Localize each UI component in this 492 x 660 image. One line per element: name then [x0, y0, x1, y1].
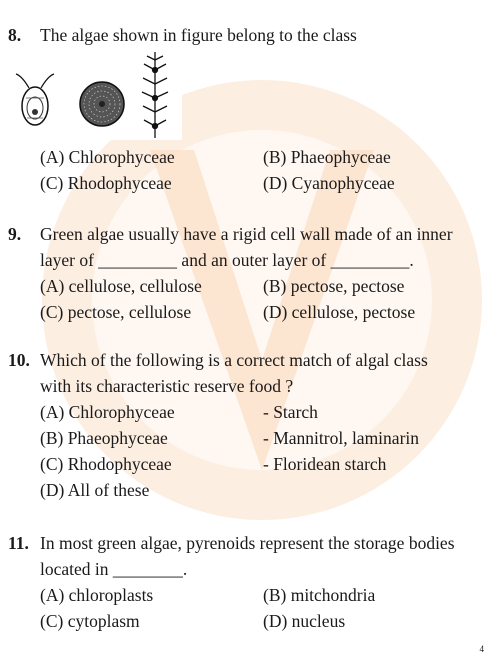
question-text: The algae shown in figure belong to the class: [40, 25, 357, 45]
page-number: 4: [479, 644, 484, 654]
option-d[interactable]: (D) cellulose, pectose: [263, 302, 416, 322]
option-d[interactable]: (D) nucleus: [263, 611, 346, 631]
option-c[interactable]: (C) cytoplasm: [40, 611, 140, 631]
question-text-line-2: layer of _________ and an outer layer of _________.: [40, 250, 414, 270]
question-text-line-1: Green algae usually have a rigid cell wall made of an inner: [40, 224, 453, 244]
question-text-line-1: Which of the following is a correct match of algal class: [40, 350, 428, 370]
option-a[interactable]: (A) cellulose, cellulose: [40, 276, 202, 296]
option-a[interactable]: (A) chloroplasts: [40, 585, 154, 605]
question-number: 8.: [8, 25, 22, 45]
volvox-illustration: [80, 82, 124, 126]
reserve-food-b: - Mannitrol, laminarin: [263, 428, 420, 448]
option-a[interactable]: (A) Chlorophyceae: [40, 147, 175, 167]
question-number: 10.: [8, 350, 30, 370]
reserve-food-c: - Floridean starch: [263, 454, 387, 474]
option-c[interactable]: (C) Rhodophyceae: [40, 454, 172, 474]
algae-figure: [12, 48, 182, 140]
option-b[interactable]: (B) Phaeophyceae: [263, 147, 391, 167]
question-text-line-2: located in ________.: [40, 559, 188, 579]
option-c[interactable]: (C) pectose, cellulose: [40, 302, 192, 322]
option-b[interactable]: (B) mitchondria: [263, 585, 376, 605]
option-a[interactable]: (A) Chlorophyceae: [40, 402, 175, 422]
option-b[interactable]: (B) pectose, pectose: [263, 276, 405, 296]
question-text-line-1: In most green algae, pyrenoids represent the storage bodies: [40, 533, 455, 553]
option-b[interactable]: (B) Phaeophyceae: [40, 428, 168, 448]
question-number: 9.: [8, 224, 22, 244]
option-c[interactable]: (C) Rhodophyceae: [40, 173, 172, 193]
option-d[interactable]: (D) All of these: [40, 480, 150, 500]
reserve-food-a: - Starch: [263, 402, 318, 422]
option-d[interactable]: (D) Cyanophyceae: [263, 173, 395, 193]
question-text-line-2: with its characteristic reserve food ?: [40, 376, 294, 396]
question-number: 11.: [8, 533, 29, 553]
